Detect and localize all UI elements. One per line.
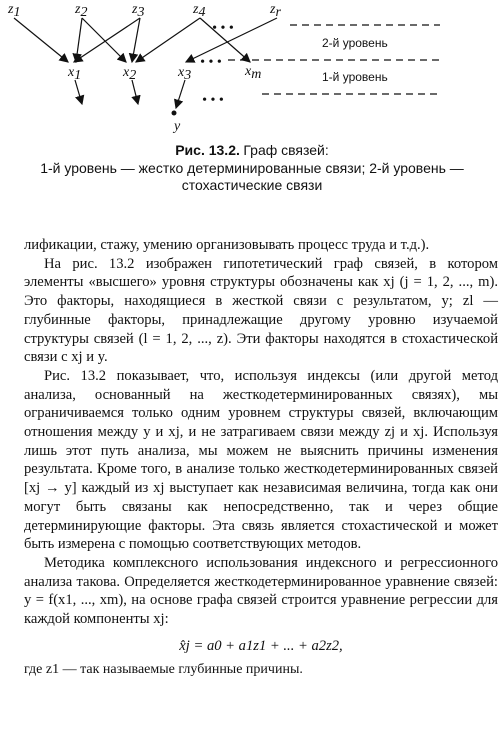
paragraph-0: лификации, стажу, умению организовывать процесс труда и т.д.).: [24, 237, 430, 253]
node-xm: xm: [245, 64, 262, 82]
figure-caption: [0, 142, 504, 194]
node-x3: x3: [178, 65, 192, 83]
node-y-dot: [172, 111, 177, 116]
caption-line-2: 1-й уровень — жестко детерминированные связи; 2-й уровень —: [40, 160, 464, 176]
graph-figure: [0, 0, 504, 140]
regression-formula: x̂j = a0 + a1z1 + ... + a2z2,: [179, 637, 343, 654]
caption-title: Рис. 13.2.: [175, 142, 240, 158]
node-x1: x1: [68, 65, 82, 83]
dots-y: • • •: [202, 93, 224, 108]
caption-name: Граф связей:: [243, 142, 329, 158]
node-x2: x2: [123, 65, 137, 83]
node-z1: z1: [8, 2, 21, 20]
formula-note: где z1 — так называемые глубинные причины.: [24, 662, 303, 678]
caption-line-3: стохастические связи: [181, 177, 323, 193]
paragraph-3: Методика комплексного использования индексного и регрессионного анализа такова. Определяется жесткодетерминированное уравнение связей: y = f(x1, ..., xm), на основе графа связей строится уравнение регрессии для каждой компоненты xj:: [24, 554, 498, 628]
paragraph-1: На рис. 13.2 изображен гипотетический граф связей, в котором элементы «высшего» уровня структуры обозначены как xj (j = 1, 2, ..., m). Это факторы, находящиеся в жесткой связи с результатом, y; zl — глубинные факторы, принадлежащие другому уровню изучаемой структуры связей (l = 1, 2, ..., z). Эти факторы находятся в стохастической связи с xj и y.: [24, 255, 498, 366]
node-zr: zr: [270, 2, 281, 20]
node-y: y: [174, 119, 181, 134]
node-z4: z4: [193, 2, 206, 20]
paragraph-2: Рис. 13.2 показывает, что, используя индексы (или другой метод анализа, основанный на жесткодетерминированных связях), мы ограничиваемся только одним уровнем структуры связей, включающим отношения между y и xj, и не затрагиваем связи между zj и xj. Используя лишь этот путь анализа, мы можем не выяснить причины изменения результата. Кроме того, в анализе только жесткодетерминированных связей [xj → y] каждый из xj выступает как независимая величина, тогда как они могут быть связаны как непосредственно, так и через общие детерминирующие факторы. Эта связь является стохастической и может быть измерена с помощью соответствующих методов.: [24, 367, 498, 553]
level-2-label: 2-й уровень: [322, 36, 388, 50]
node-z2: z2: [75, 2, 88, 20]
level-1-label: 1-й уровень: [322, 70, 388, 84]
node-z3: z3: [132, 2, 145, 20]
graph-edges: [14, 18, 277, 108]
dots-z: • • •: [212, 21, 234, 36]
body-text: [24, 236, 498, 680]
dots-x: • • •: [200, 55, 222, 70]
